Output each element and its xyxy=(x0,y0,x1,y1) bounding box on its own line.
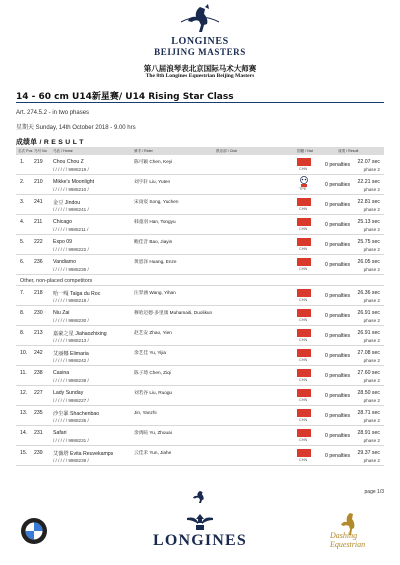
table-row xyxy=(16,155,384,175)
dashing-line2: Equestrian xyxy=(330,540,366,549)
rider-cell: 穆哈迈德·多里康 Muhamaiti, Duolikun xyxy=(134,310,213,315)
time-cell: 22.07 sec xyxy=(357,159,380,165)
penalties-cell: 0 penalties xyxy=(325,353,351,359)
penalties-cell: 0 penalties xyxy=(325,222,351,228)
rider-cell: 鲍佳音 Bao, Jiayin xyxy=(134,239,173,244)
horse-cell: Vandiamo xyxy=(53,259,76,265)
brand-subtitle: BEIJING MASTERS xyxy=(154,47,246,57)
date-text: 星期天 Sunday, 14th October 2018 - 9.00 hrs xyxy=(16,125,136,131)
nation-cell: CHN xyxy=(299,318,308,322)
rank-cell: 4. xyxy=(20,219,25,225)
horse-cell: 沙尘暴 Shachenbao xyxy=(53,411,100,417)
penalties-cell: 0 penalties xyxy=(325,393,351,399)
time-cell: 26.91 sec xyxy=(357,330,380,336)
time-cell: 28.50 sec xyxy=(357,390,380,396)
horse-cell: Chou Chou Z xyxy=(53,159,84,165)
horse-id-cell: / / / / / / 9988230 / xyxy=(53,318,89,323)
table-row xyxy=(16,426,384,446)
rider-cell: 汪羿涵 Wang, Yihan xyxy=(134,290,176,295)
rank-cell: 8. xyxy=(20,310,25,316)
penalties-cell: 0 penalties xyxy=(325,162,351,168)
time-cell: 27.60 sec xyxy=(357,370,380,376)
rank-cell: 14. xyxy=(20,430,28,436)
phase-cell: phase 2 xyxy=(363,418,380,423)
rank-cell: 6. xyxy=(20,259,25,265)
page-number: page 1/3 xyxy=(364,489,384,495)
table-row xyxy=(16,215,384,235)
number-cell: 222 xyxy=(34,239,43,245)
time-cell: 25.75 sec xyxy=(357,239,380,245)
phase-cell: phase 2 xyxy=(363,267,380,272)
number-cell: 241 xyxy=(34,199,43,205)
phase-cell: phase 2 xyxy=(363,227,380,232)
phase-cell: phase 2 xyxy=(363,458,380,463)
table-header xyxy=(16,147,384,155)
horse-id-cell: / / / / / / 9988211 / xyxy=(53,227,89,232)
nation-cell: CHN xyxy=(299,298,308,302)
rank-cell: 3. xyxy=(20,199,25,205)
horse-id-cell: / / / / / / 9988235 / xyxy=(53,418,89,423)
results-table xyxy=(16,147,384,466)
horse-id-cell: / / / / / / 9988213 / xyxy=(53,338,89,343)
horse-cell: Chicago xyxy=(53,219,73,225)
penalties-cell: 0 penalties xyxy=(325,333,351,339)
horse-id-cell: / / / / / / 9988238 / xyxy=(53,378,89,383)
table-row xyxy=(16,306,384,326)
time-cell: 28.91 sec xyxy=(357,430,380,436)
nation-cell: CHN xyxy=(299,267,308,271)
horse-id-cell: / / / / / / 9988242 / xyxy=(53,358,89,363)
table-row xyxy=(16,195,384,215)
horse-cell: 哈一嘎 Taiga du Roc xyxy=(53,291,101,297)
nation-cell: CHN xyxy=(299,358,308,362)
penalties-cell: 0 penalties xyxy=(325,373,351,379)
longines-wordmark: LONGINES xyxy=(152,532,248,549)
penalties-cell: 0 penalties xyxy=(325,453,351,459)
col-club: 俱乐部 / Club xyxy=(216,149,238,153)
time-cell: 22.81 sec xyxy=(357,199,380,205)
nation-cell: CHN xyxy=(299,378,308,382)
dashing-equestrian-logo xyxy=(330,531,365,549)
longines-small-logo-icon xyxy=(185,490,215,504)
results-title: 成绩单 / R E S U L T xyxy=(16,139,84,146)
longines-wing-logo-icon xyxy=(185,514,215,532)
phase-cell: phase 2 xyxy=(363,298,380,303)
number-cell: 235 xyxy=(34,410,43,416)
rank-cell: 7. xyxy=(20,290,25,296)
rider-cell: 赵艺安 Zhao, Yien xyxy=(134,330,172,335)
number-cell: 239 xyxy=(34,450,43,456)
number-cell: 218 xyxy=(34,290,43,296)
number-cell: 210 xyxy=(34,179,43,185)
title-divider xyxy=(16,102,384,103)
other-rows xyxy=(16,286,384,466)
nation-cell: CHN xyxy=(299,207,308,211)
rider-cell: 余艺佳 Yu, Yijia xyxy=(134,350,167,355)
phase-cell: phase 2 xyxy=(363,207,380,212)
horse-id-cell: / / / / / / 9988231 / xyxy=(53,438,89,443)
phase-cell: phase 2 xyxy=(363,167,380,172)
china-flag-icon xyxy=(297,349,311,357)
other-label-text: Other, non-placed competitors xyxy=(20,278,93,284)
table-row xyxy=(16,255,384,275)
horse-cell: Safari xyxy=(53,430,67,436)
horse-id-cell: / / / / / / 9988222 / xyxy=(53,247,89,252)
horse-cell: Lady Sunday xyxy=(53,390,84,396)
col-rider: 骑手 / Rider xyxy=(134,149,153,153)
rank-cell: 11. xyxy=(20,370,27,376)
header-logo xyxy=(0,4,400,57)
horse-cell: Casina xyxy=(53,370,70,376)
nation-cell: CHN xyxy=(299,398,308,402)
china-flag-icon xyxy=(297,218,311,226)
horse-cell: 艾薇塔 Evita Reuvekamps xyxy=(53,451,114,457)
china-flag-icon xyxy=(297,369,311,377)
penalties-cell: 0 penalties xyxy=(325,413,351,419)
rank-cell: 15. xyxy=(20,450,28,456)
number-cell: 213 xyxy=(34,330,43,336)
time-cell: 26.05 sec xyxy=(357,259,380,265)
phase-cell: phase 2 xyxy=(363,247,380,252)
table-row xyxy=(16,175,384,195)
horse-id-cell: / / / / / / 9988241 / xyxy=(53,207,89,212)
number-cell: 219 xyxy=(34,159,43,165)
rider-cell: 宋雨宸 Song, Yuchen xyxy=(134,199,179,204)
china-flag-icon xyxy=(297,449,311,457)
rank-cell: 8. xyxy=(20,330,25,336)
other-competitors-label xyxy=(16,275,384,286)
china-flag-icon xyxy=(297,258,311,266)
placed-rows xyxy=(16,155,384,275)
nation-cell: CHN xyxy=(299,458,308,462)
rider-cell: 韩童羽 Han, Tongyu xyxy=(134,219,176,224)
horse-cell: Expo 09 xyxy=(53,239,73,245)
china-flag-icon xyxy=(297,198,311,206)
phase-cell: phase 2 xyxy=(363,438,380,443)
horse-id-cell: / / / / / / 9988210 / xyxy=(53,187,89,192)
rider-cell: 陈子琦 Chen, Ziqi xyxy=(134,370,171,375)
rider-cell: 黄恩泽 Huang, Enze xyxy=(134,259,177,264)
time-cell: 27.08 sec xyxy=(357,350,380,356)
nation-cell: CHN xyxy=(299,338,308,342)
china-flag-icon xyxy=(297,238,311,246)
nation-cell: CHN xyxy=(299,227,308,231)
horse-id-cell: / / / / / / 9988227 / xyxy=(53,398,89,403)
time-cell: 29.37 sec xyxy=(357,450,380,456)
china-flag-icon xyxy=(297,289,311,297)
phase-cell: phase 2 xyxy=(363,187,380,192)
nation-cell: CHN xyxy=(299,438,308,442)
china-flag-icon xyxy=(297,429,311,437)
rider-cell: 云佳禾 Yun, Jiahe xyxy=(134,450,172,455)
china-flag-icon xyxy=(297,309,311,317)
phase-cell: phase 2 xyxy=(363,318,380,323)
table-row xyxy=(16,326,384,346)
horse-cell: Mikke's Moonlight xyxy=(53,179,95,185)
col-nat: 国籍 / Nat xyxy=(297,149,313,153)
time-cell: 26.91 sec xyxy=(357,310,380,316)
penalties-cell: 0 penalties xyxy=(325,202,351,208)
penalties-cell: 0 penalties xyxy=(325,313,351,319)
table-row xyxy=(16,346,384,366)
number-cell: 236 xyxy=(34,259,43,265)
rider-cell: 余禹暄 Yu, Zhouai xyxy=(134,430,172,435)
rank-cell: 5. xyxy=(20,239,25,245)
horse-cell: 金豆 Jindou xyxy=(53,200,81,206)
rank-cell: 12. xyxy=(20,390,28,396)
time-cell: 25.13 sec xyxy=(357,219,380,225)
col-horse: 马匹 / Horse xyxy=(53,149,73,153)
rank-cell: 13. xyxy=(20,410,28,416)
horse-id-cell: / / / / / / 9988219 / xyxy=(53,167,89,172)
penalties-cell: 0 penalties xyxy=(325,293,351,299)
longines-horse-logo-icon xyxy=(175,4,225,36)
time-cell: 26.36 sec xyxy=(357,290,380,296)
china-flag-icon xyxy=(297,389,311,397)
nation-cell: CHN xyxy=(299,167,308,171)
nation-cell: CHN xyxy=(299,247,308,251)
china-flag-icon xyxy=(297,329,311,337)
phase-cell: phase 2 xyxy=(363,338,380,343)
nation-cell: CHN xyxy=(299,418,308,422)
rank-cell: 1. xyxy=(20,159,25,165)
brand-name: LONGINES xyxy=(171,36,229,47)
table-row xyxy=(16,386,384,406)
event-title-en: The 8th Longines Equestrian Beijing Masters xyxy=(145,73,255,79)
chinese-taipei-flag-icon xyxy=(299,176,309,188)
phase-cell: phase 2 xyxy=(363,378,380,383)
number-cell: 211 xyxy=(34,219,43,225)
china-flag-icon xyxy=(297,409,311,417)
horse-id-cell: / / / / / / 9988218 / xyxy=(53,298,89,303)
horse-id-cell: / / / / / / 9988236 / xyxy=(53,267,89,272)
table-row xyxy=(16,235,384,255)
phase-cell: phase 2 xyxy=(363,398,380,403)
col-rank: 名次 Pos xyxy=(18,149,33,153)
horse-cell: 嘉豪之星 Jiahaozhixing xyxy=(53,331,107,337)
table-row xyxy=(16,446,384,466)
col-result: 成绩 / Result xyxy=(338,149,359,153)
number-cell: 227 xyxy=(34,390,43,396)
col-no: 马号 No xyxy=(34,149,47,153)
horse-id-cell: / / / / / / 9988239 / xyxy=(53,458,89,463)
rider-cell: 刘宇轩 Liu, Yuten xyxy=(134,179,171,184)
penalties-cell: 0 penalties xyxy=(325,433,351,439)
penalties-cell: 0 penalties xyxy=(325,242,351,248)
rank-cell: 10. xyxy=(20,350,28,356)
penalties-cell: 0 penalties xyxy=(325,182,351,188)
china-flag-icon xyxy=(297,158,311,166)
number-cell: 230 xyxy=(34,310,43,316)
rider-cell: 刘若谷 Liu, Ruogu xyxy=(134,390,173,395)
footer-longines-small xyxy=(0,490,400,509)
phase-cell: phase 2 xyxy=(363,358,380,363)
rider-cell: 陈可颖 Chen, Keyi xyxy=(134,159,173,164)
table-row xyxy=(16,406,384,426)
time-cell: 28.71 sec xyxy=(357,410,380,416)
number-cell: 242 xyxy=(34,350,43,356)
rider-cell: Jin, Yanzhi xyxy=(134,410,157,415)
nation-cell: TPE xyxy=(299,187,307,191)
class-title: 14 - 60 cm U14新星赛/ U14 Rising Star Class xyxy=(16,92,234,102)
time-cell: 22.21 sec xyxy=(357,179,380,185)
article-text: Art. 274.5.2 - in two phases xyxy=(16,110,90,116)
penalties-cell: 0 penalties xyxy=(325,262,351,268)
horse-cell: Niu Zai xyxy=(53,310,70,316)
table-row xyxy=(16,366,384,386)
rank-cell: 2. xyxy=(20,179,25,185)
horse-cell: 艾丽娜 Elimaria xyxy=(53,351,89,357)
table-row xyxy=(16,286,384,306)
dashing-line1: Dashing xyxy=(330,531,358,540)
number-cell: 231 xyxy=(34,430,43,436)
event-title-cn: 第八届浪琴表北京国际马术大师赛 xyxy=(143,64,257,73)
number-cell: 238 xyxy=(34,370,43,376)
